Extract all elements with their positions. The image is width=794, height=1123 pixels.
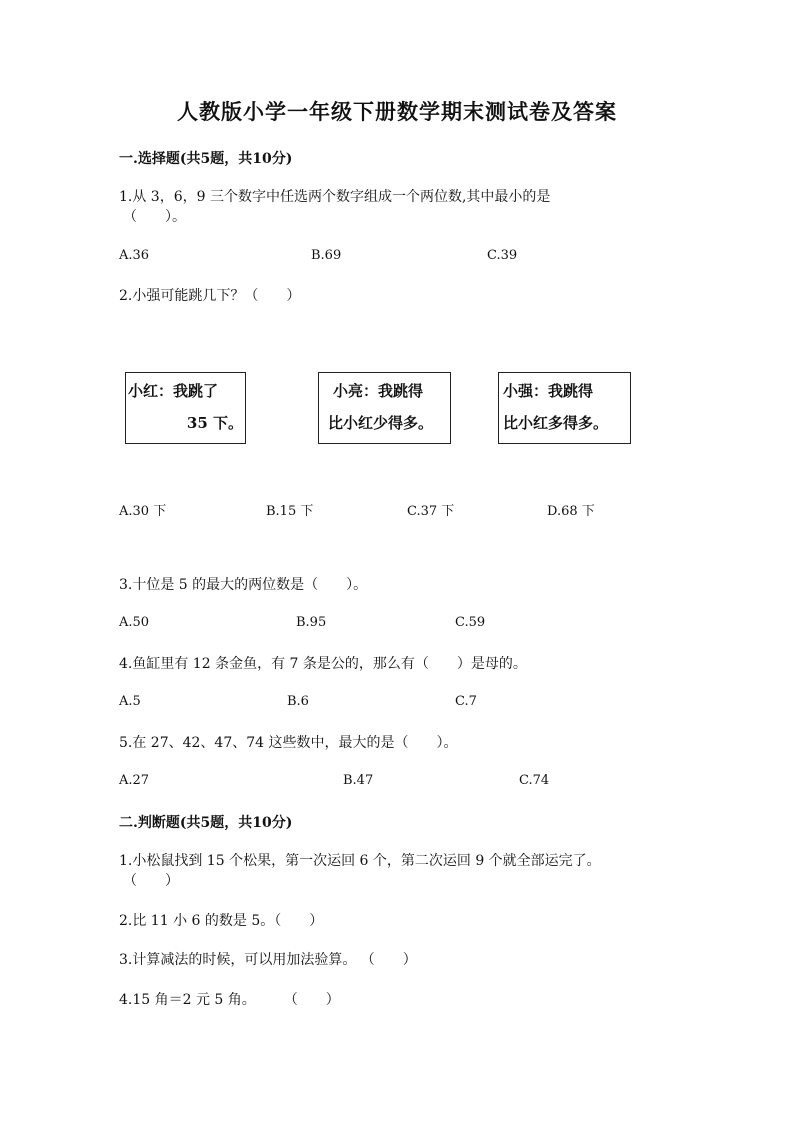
speech-box-xiaoqiang bbox=[498, 372, 631, 444]
question-1-text: 1.从 3，6，9 三个数字中任选两个数字组成一个两位数,其中最小的是 bbox=[119, 189, 551, 205]
speech-box-xiaoqiang-line2: 比小红多得多。 bbox=[503, 414, 609, 432]
question-5-option-a: A.27 bbox=[119, 773, 150, 788]
question-2-option-c: C.37 下 bbox=[407, 504, 455, 519]
speech-box-xiaoliang-line1: 小亮：我跳得 bbox=[333, 382, 424, 400]
question-5-option-c: C.74 bbox=[519, 773, 550, 788]
question-5-option-b: B.47 bbox=[343, 773, 374, 788]
judgement-1-text-cont: （ ） bbox=[123, 873, 179, 889]
question-4-option-a: A.5 bbox=[119, 694, 141, 709]
question-1-option-c: C.39 bbox=[487, 248, 518, 263]
judgement-3-text: 3.计算减法的时候，可以用加法验算。 （ ） bbox=[119, 952, 417, 968]
question-4-option-c: C.7 bbox=[455, 694, 477, 709]
speech-box-xiaoliang bbox=[318, 372, 451, 444]
question-2-text: 2.小强可能跳几下？（ ） bbox=[119, 288, 301, 304]
speech-box-xiaoliang-line2: 比小红少得多。 bbox=[328, 414, 434, 432]
question-3-text: 3.十位是 5 的最大的两位数是（ ）。 bbox=[119, 577, 368, 593]
question-4-text: 4.鱼缸里有 12 条金鱼，有 7 条是公的，那么有（ ）是母的。 bbox=[119, 656, 527, 672]
speech-box-xiaohong-line2: 35 下。 bbox=[186, 414, 243, 432]
question-4-option-b: B.6 bbox=[287, 694, 309, 709]
speech-box-xiaoqiang-line1: 小强：我跳得 bbox=[503, 382, 594, 400]
judgement-4-text: 4.15 角＝2 元 5 角。 （ ） bbox=[119, 992, 340, 1008]
question-3-option-c: C.59 bbox=[455, 615, 486, 630]
question-1-option-b: B.69 bbox=[311, 248, 342, 263]
question-3-option-b: B.95 bbox=[296, 615, 327, 630]
question-2-option-a: A.30 下 bbox=[119, 504, 167, 519]
judgement-2-text: 2.比 11 小 6 的数是 5。（ ） bbox=[119, 913, 324, 929]
page-title: 人教版小学一年级下册数学期末测试卷及答案 bbox=[177, 99, 617, 124]
question-1-text-cont: （ ）。 bbox=[123, 209, 186, 225]
section-heading-judgement: 二.判断题(共5题，共10分) bbox=[119, 815, 293, 831]
question-2-option-d: D.68 下 bbox=[547, 504, 595, 519]
speech-box-xiaohong bbox=[125, 372, 246, 444]
judgement-1-text: 1.小松鼠找到 15 个松果，第一次运回 6 个，第二次运回 9 个就全部运完了。 bbox=[119, 853, 601, 869]
question-3-option-a: A.50 bbox=[119, 615, 150, 630]
question-1-option-a: A.36 bbox=[119, 248, 150, 263]
question-2-option-b: B.15 下 bbox=[266, 504, 314, 519]
question-5-text: 5.在 27、42、47、74 这些数中，最大的是（ ）。 bbox=[119, 735, 458, 751]
section-heading-choice: 一.选择题(共5题，共10分) bbox=[119, 151, 293, 167]
speech-box-xiaohong-line1: 小红：我跳了 bbox=[128, 382, 219, 400]
